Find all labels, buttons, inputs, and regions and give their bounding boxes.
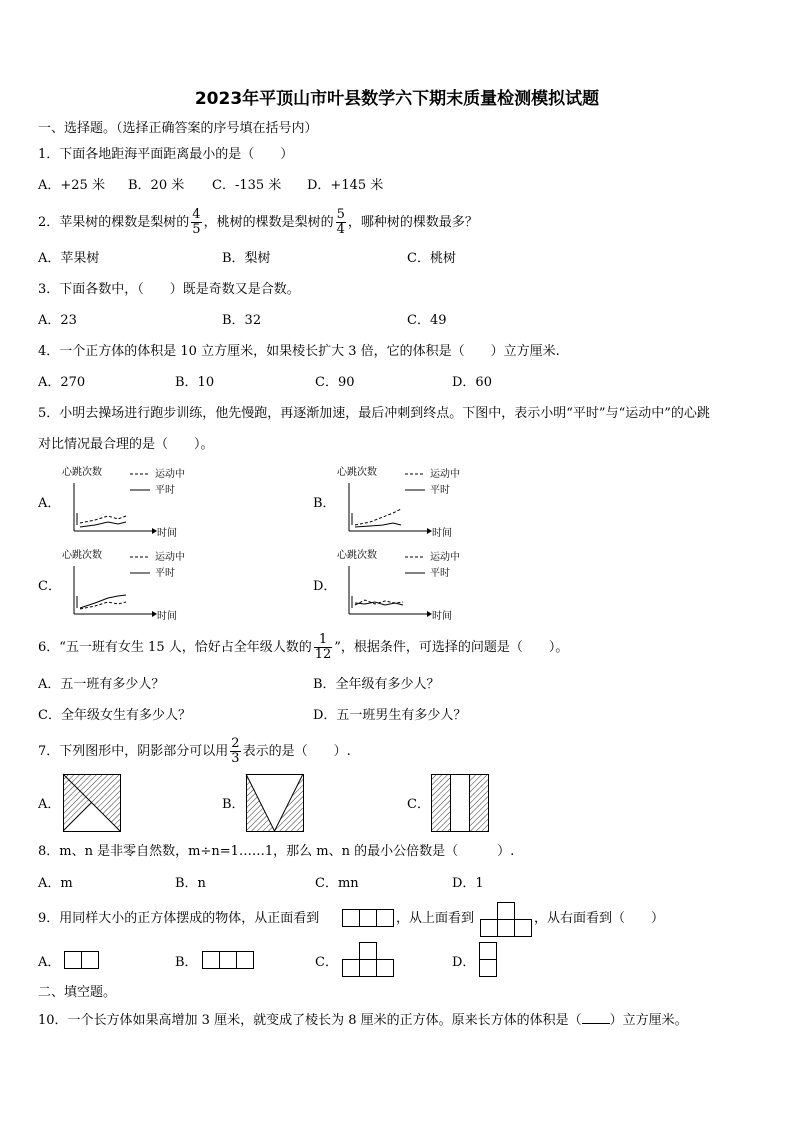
question-6-option-b: B．全年级有多少人？ — [313, 677, 440, 692]
question-9-option-c: C． — [315, 955, 338, 970]
question-1-option-d: D．+145 米 — [307, 178, 384, 193]
question-9-option-b: B． — [175, 955, 198, 970]
question-6-option-c: C．全年级女生有多少人？ — [38, 708, 191, 723]
option-c-view-figure — [342, 942, 394, 978]
question-4-option-c: C．90 — [315, 375, 355, 390]
question-3-option-b: B．32 — [222, 313, 262, 328]
question-5-option-c: C． — [38, 579, 61, 594]
graph-d-ylabel: 心跳次数 — [337, 550, 377, 561]
question-8-option-c: C．mn — [315, 876, 359, 891]
question-4-option-d: D．60 — [452, 375, 492, 390]
heart-rate-graph-d — [335, 548, 485, 620]
question-10-stem: 10．一个长方体如果高增加 3 厘米，就变成了棱长为 8 厘米的正方体。原来长方体的体积是（ ）立方厘米。 — [38, 1013, 688, 1028]
front-view-figure — [342, 909, 394, 929]
question-4-option-b: B．10 — [175, 375, 215, 390]
graph-c-legend-normal: 平时 — [155, 568, 175, 579]
heart-rate-graph-c — [60, 548, 210, 620]
question-8-option-d: D．1 — [452, 876, 484, 891]
fraction-5-4: $\frac{5}{4}$ — [336, 207, 345, 237]
graph-c-xlabel: 时间 — [157, 611, 177, 622]
graph-a-xlabel: 时间 — [157, 528, 177, 539]
question-5-stem-line2: 对比情况最合理的是（ ）。 — [38, 437, 214, 452]
question-2-option-b: B．梨树 — [222, 251, 271, 266]
question-9-stem-part1: 9．用同样大小的正方体摆成的物体，从正面看到 — [38, 911, 320, 926]
graph-d-xlabel: 时间 — [432, 611, 452, 622]
graph-c-ylabel: 心跳次数 — [62, 550, 102, 561]
graph-a-legend-normal: 平时 — [155, 485, 175, 496]
question-4-stem: 4．一个正方体的体积是 10 立方厘米，如果棱长扩大 3 倍，它的体积是（ ）立方厘米. — [38, 344, 560, 359]
shaded-square-b — [246, 774, 304, 832]
page-title: 2023年平顶山市叶县数学六下期末质量检测模拟试题 — [194, 89, 600, 109]
option-a-view-figure — [64, 951, 100, 971]
question-2-stem: 2．苹果树的棵数是梨树的 $\frac{4}{5}$ ，桃树的棵数是梨树的 $\frac{5}{4}$ ，哪种树的棵数最多？ — [38, 207, 478, 237]
question-7-option-c: C． — [407, 797, 430, 812]
question-1-option-c: C．-135 米 — [212, 178, 282, 193]
fraction-1-12: $\frac{1}{12}$ — [314, 632, 332, 662]
question-6-option-a: A．五一班有多少人？ — [38, 677, 165, 692]
answer-blank[interactable] — [582, 1011, 610, 1024]
graph-c-legend-moving: 运动中 — [155, 552, 185, 563]
heart-rate-graph-b — [335, 465, 485, 537]
question-4-option-a: A．270 — [38, 375, 86, 390]
graph-b-xlabel: 时间 — [432, 528, 452, 539]
section-heading-choice: 一、选择题。（选择正确答案的序号填在括号内） — [38, 121, 318, 136]
graph-d-legend-moving: 运动中 — [430, 552, 460, 563]
question-1-option-b: B．20 米 — [128, 178, 185, 193]
question-5-option-a: A． — [38, 496, 61, 511]
graph-a-legend-moving: 运动中 — [155, 469, 185, 480]
graph-b-legend-normal: 平时 — [430, 485, 450, 496]
question-9-option-a: A． — [38, 955, 61, 970]
graph-d-legend-normal: 平时 — [430, 568, 450, 579]
question-5-option-b: B． — [313, 496, 336, 511]
question-7-option-b: B． — [222, 797, 245, 812]
question-2-option-c: C．桃树 — [407, 251, 456, 266]
question-8-stem: 8．m、n 是非零自然数，m÷n=1……1，那么 m、n 的最小公倍数是（ ）. — [38, 844, 515, 859]
fraction-2-3: $\frac{2}{3}$ — [231, 736, 240, 766]
question-7-option-a: A． — [38, 797, 61, 812]
question-7-stem: 7．下列图形中，阴影部分可以用 $\frac{2}{3}$ 表示的是（ ）. — [38, 736, 351, 766]
graph-a-ylabel: 心跳次数 — [62, 467, 102, 478]
shaded-square-c — [431, 774, 489, 832]
option-b-view-figure — [202, 951, 256, 971]
shaded-square-a — [63, 774, 121, 832]
question-3-option-c: C．49 — [407, 313, 447, 328]
question-6-option-d: D．五一班男生有多少人？ — [313, 708, 467, 723]
graph-b-ylabel: 心跳次数 — [337, 467, 377, 478]
section-heading-fill: 二、填空题。 — [38, 985, 117, 1000]
question-2-option-a: A．苹果树 — [38, 251, 100, 266]
question-9-stem-part2: ，从上面看到 — [396, 911, 475, 926]
question-5-stem-line1: 5．小明去操场进行跑步训练，他先慢跑，再逐渐加速，最后冲刺到终点。下图中，表示小明“平时”与“运动中”的心跳 — [38, 406, 710, 421]
option-d-view-figure — [479, 942, 499, 978]
question-1-option-a: A．+25 米 — [38, 178, 105, 193]
question-6-stem: 6．“五一班有女生 15 人，恰好占全年级人数的 $\frac{1}{12}$ ”，根据条件，可选择的问题是（ ）。 — [38, 632, 569, 662]
question-9-option-d: D． — [452, 955, 476, 970]
top-view-figure — [480, 902, 532, 938]
question-9-stem-part3: ，从右面看到（ ） — [534, 911, 665, 926]
fraction-4-5: $\frac{4}{5}$ — [192, 207, 201, 237]
question-3-stem: 3．下面各数中，（ ）既是奇数又是合数。 — [38, 282, 300, 297]
graph-b-legend-moving: 运动中 — [430, 469, 460, 480]
question-5-option-d: D． — [313, 579, 337, 594]
question-8-option-b: B．n — [175, 876, 206, 891]
question-1-stem: 1．下面各地距海平面距离最小的是（ ） — [38, 147, 294, 162]
question-8-option-a: A．m — [38, 876, 73, 891]
question-3-option-a: A．23 — [38, 313, 77, 328]
heart-rate-graph-a — [60, 465, 210, 537]
